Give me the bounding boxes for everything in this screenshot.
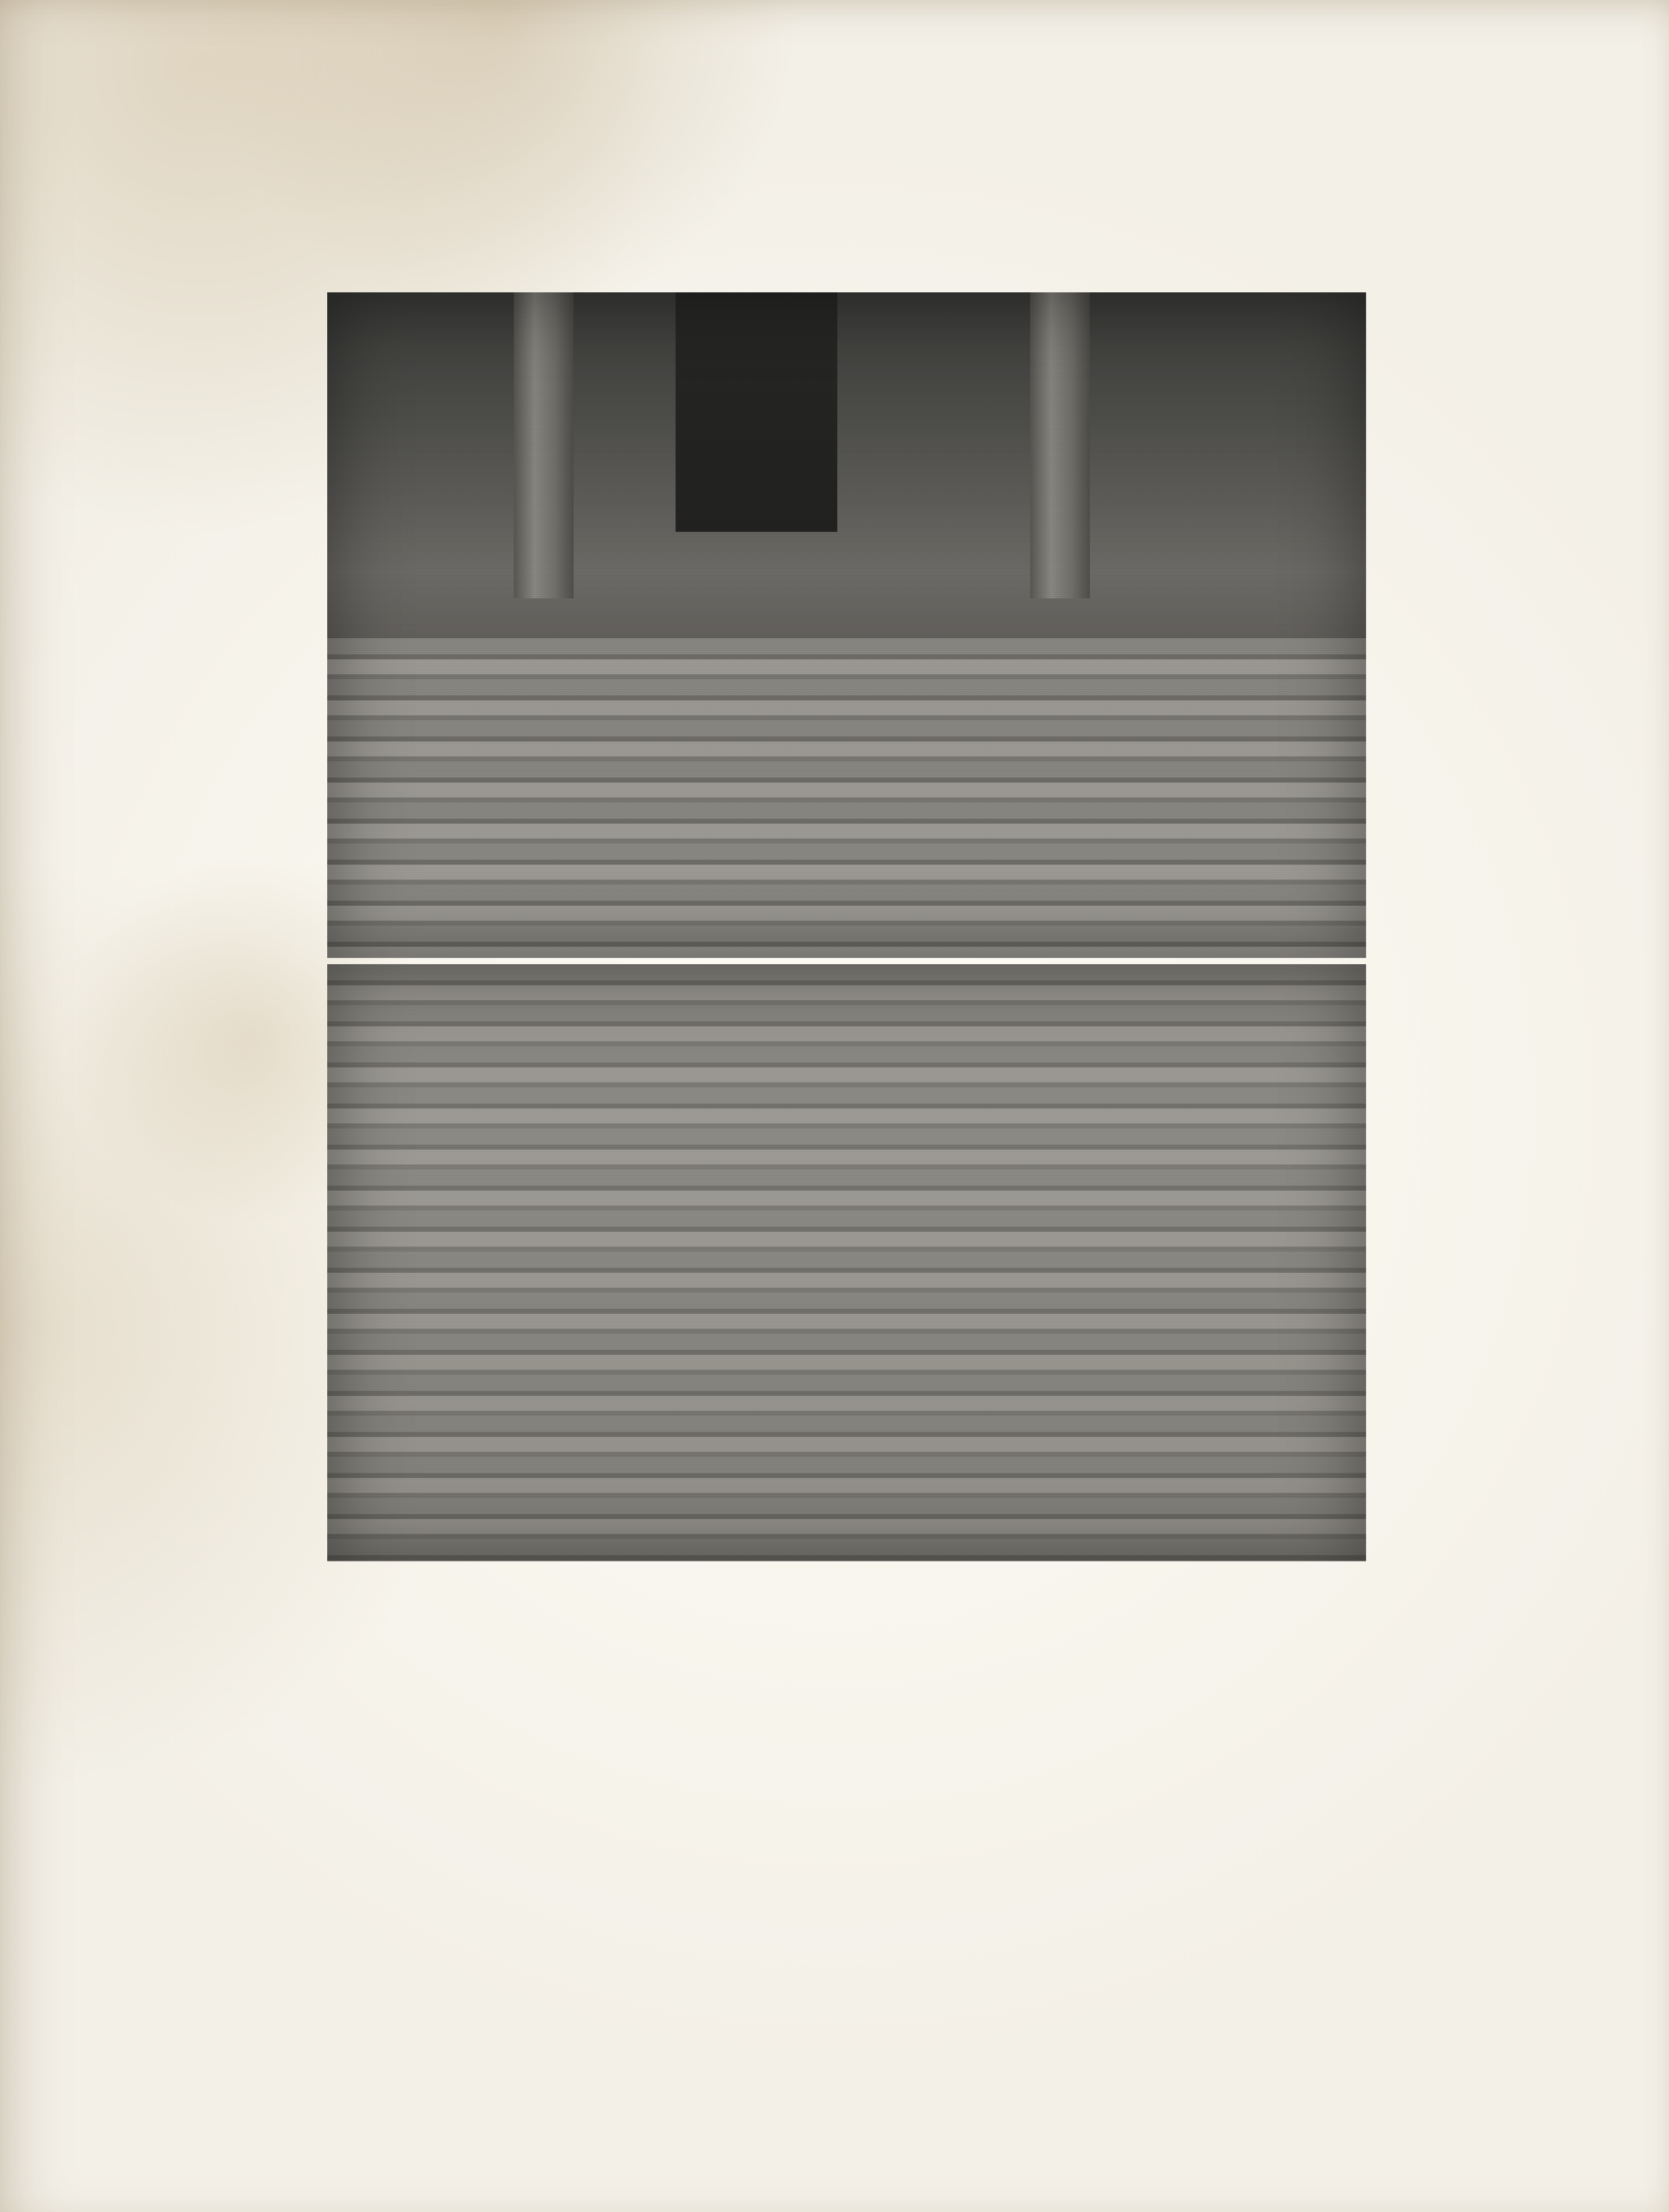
page-title [323,0,1487,122]
building-doorway [676,292,837,532]
building-pillar-right [1030,292,1090,598]
page-content [323,0,1487,2212]
stone-steps [327,964,1366,1561]
stone-steps [327,638,1366,958]
group-photo-top [327,292,1366,958]
photo-section [327,292,1366,1561]
building-pillar-left [514,292,574,598]
group-photo-bottom [327,964,1366,1561]
